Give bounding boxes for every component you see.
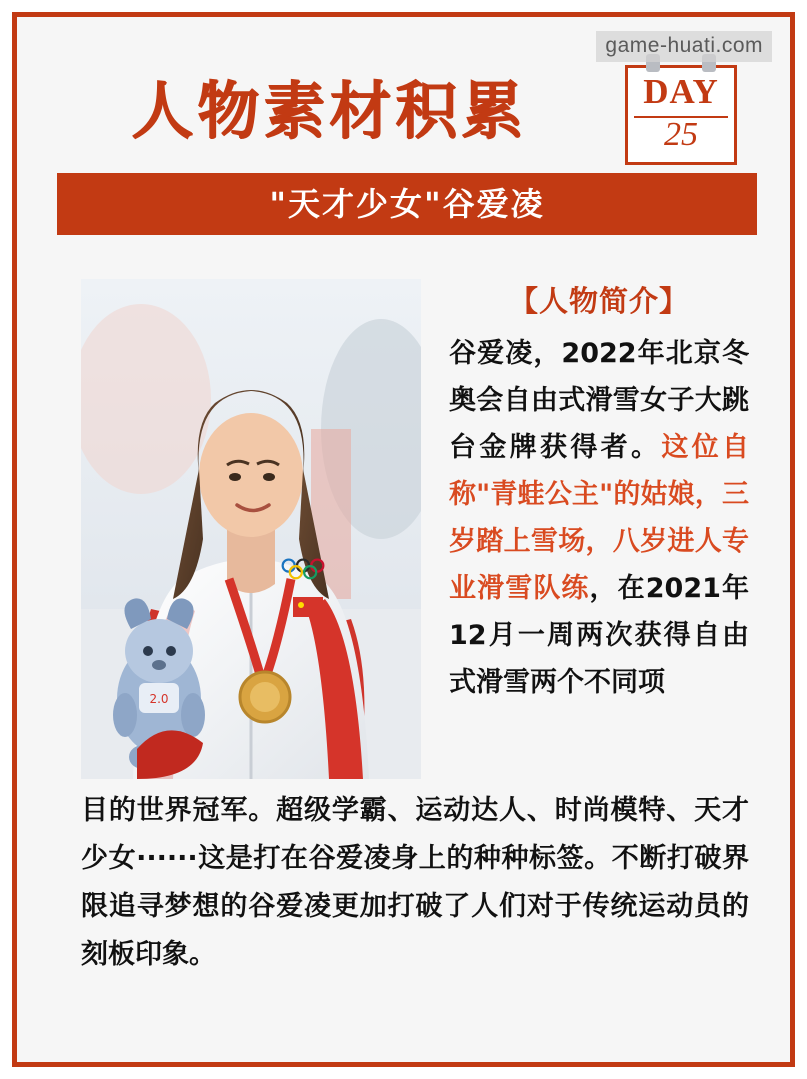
- svg-text:2.0: 2.0: [149, 692, 169, 706]
- intro-column: [449, 279, 749, 706]
- closing-paragraph: 目的世界冠军。超级学霸、运动达人、时尚模特、天才少女······这是打在谷爱凌身上的种种标签。不断打破界限追寻梦想的谷爱凌更加打破了人们对于传统运动员的刻板印象。: [81, 795, 749, 970]
- watermark-label: game-huati.com: [596, 31, 772, 62]
- page-title: 人物素材积累: [131, 74, 528, 147]
- subtitle-banner: [57, 173, 757, 235]
- day-badge: [625, 65, 737, 165]
- intro-segment-plain-2: ，在2021年12月一周两次获得自由式滑雪两个不同项: [449, 573, 749, 698]
- intro-segment-plain-1: 谷爱凌，2022年北京冬奥会自由式滑雪女子大跳台金牌获得者。: [449, 338, 749, 463]
- poster-inner: [17, 17, 790, 1062]
- poster-header: [17, 61, 790, 165]
- intro-segment-highlight: 这位自称"青蛙公主"的姑娘，三岁踏上雪场，八岁进人专业滑雪队练: [449, 432, 750, 604]
- athlete-photo: [81, 279, 421, 779]
- athlete-photo-illustration: [81, 279, 421, 779]
- subtitle-text: "天才少女"谷爱凌: [269, 185, 545, 223]
- day-badge-label: DAY: [643, 72, 719, 111]
- intro-paragraph: [449, 330, 749, 706]
- poster-frame: [12, 12, 795, 1067]
- intro-heading: 【人物简介】: [508, 284, 689, 318]
- day-badge-number: 25: [664, 116, 698, 153]
